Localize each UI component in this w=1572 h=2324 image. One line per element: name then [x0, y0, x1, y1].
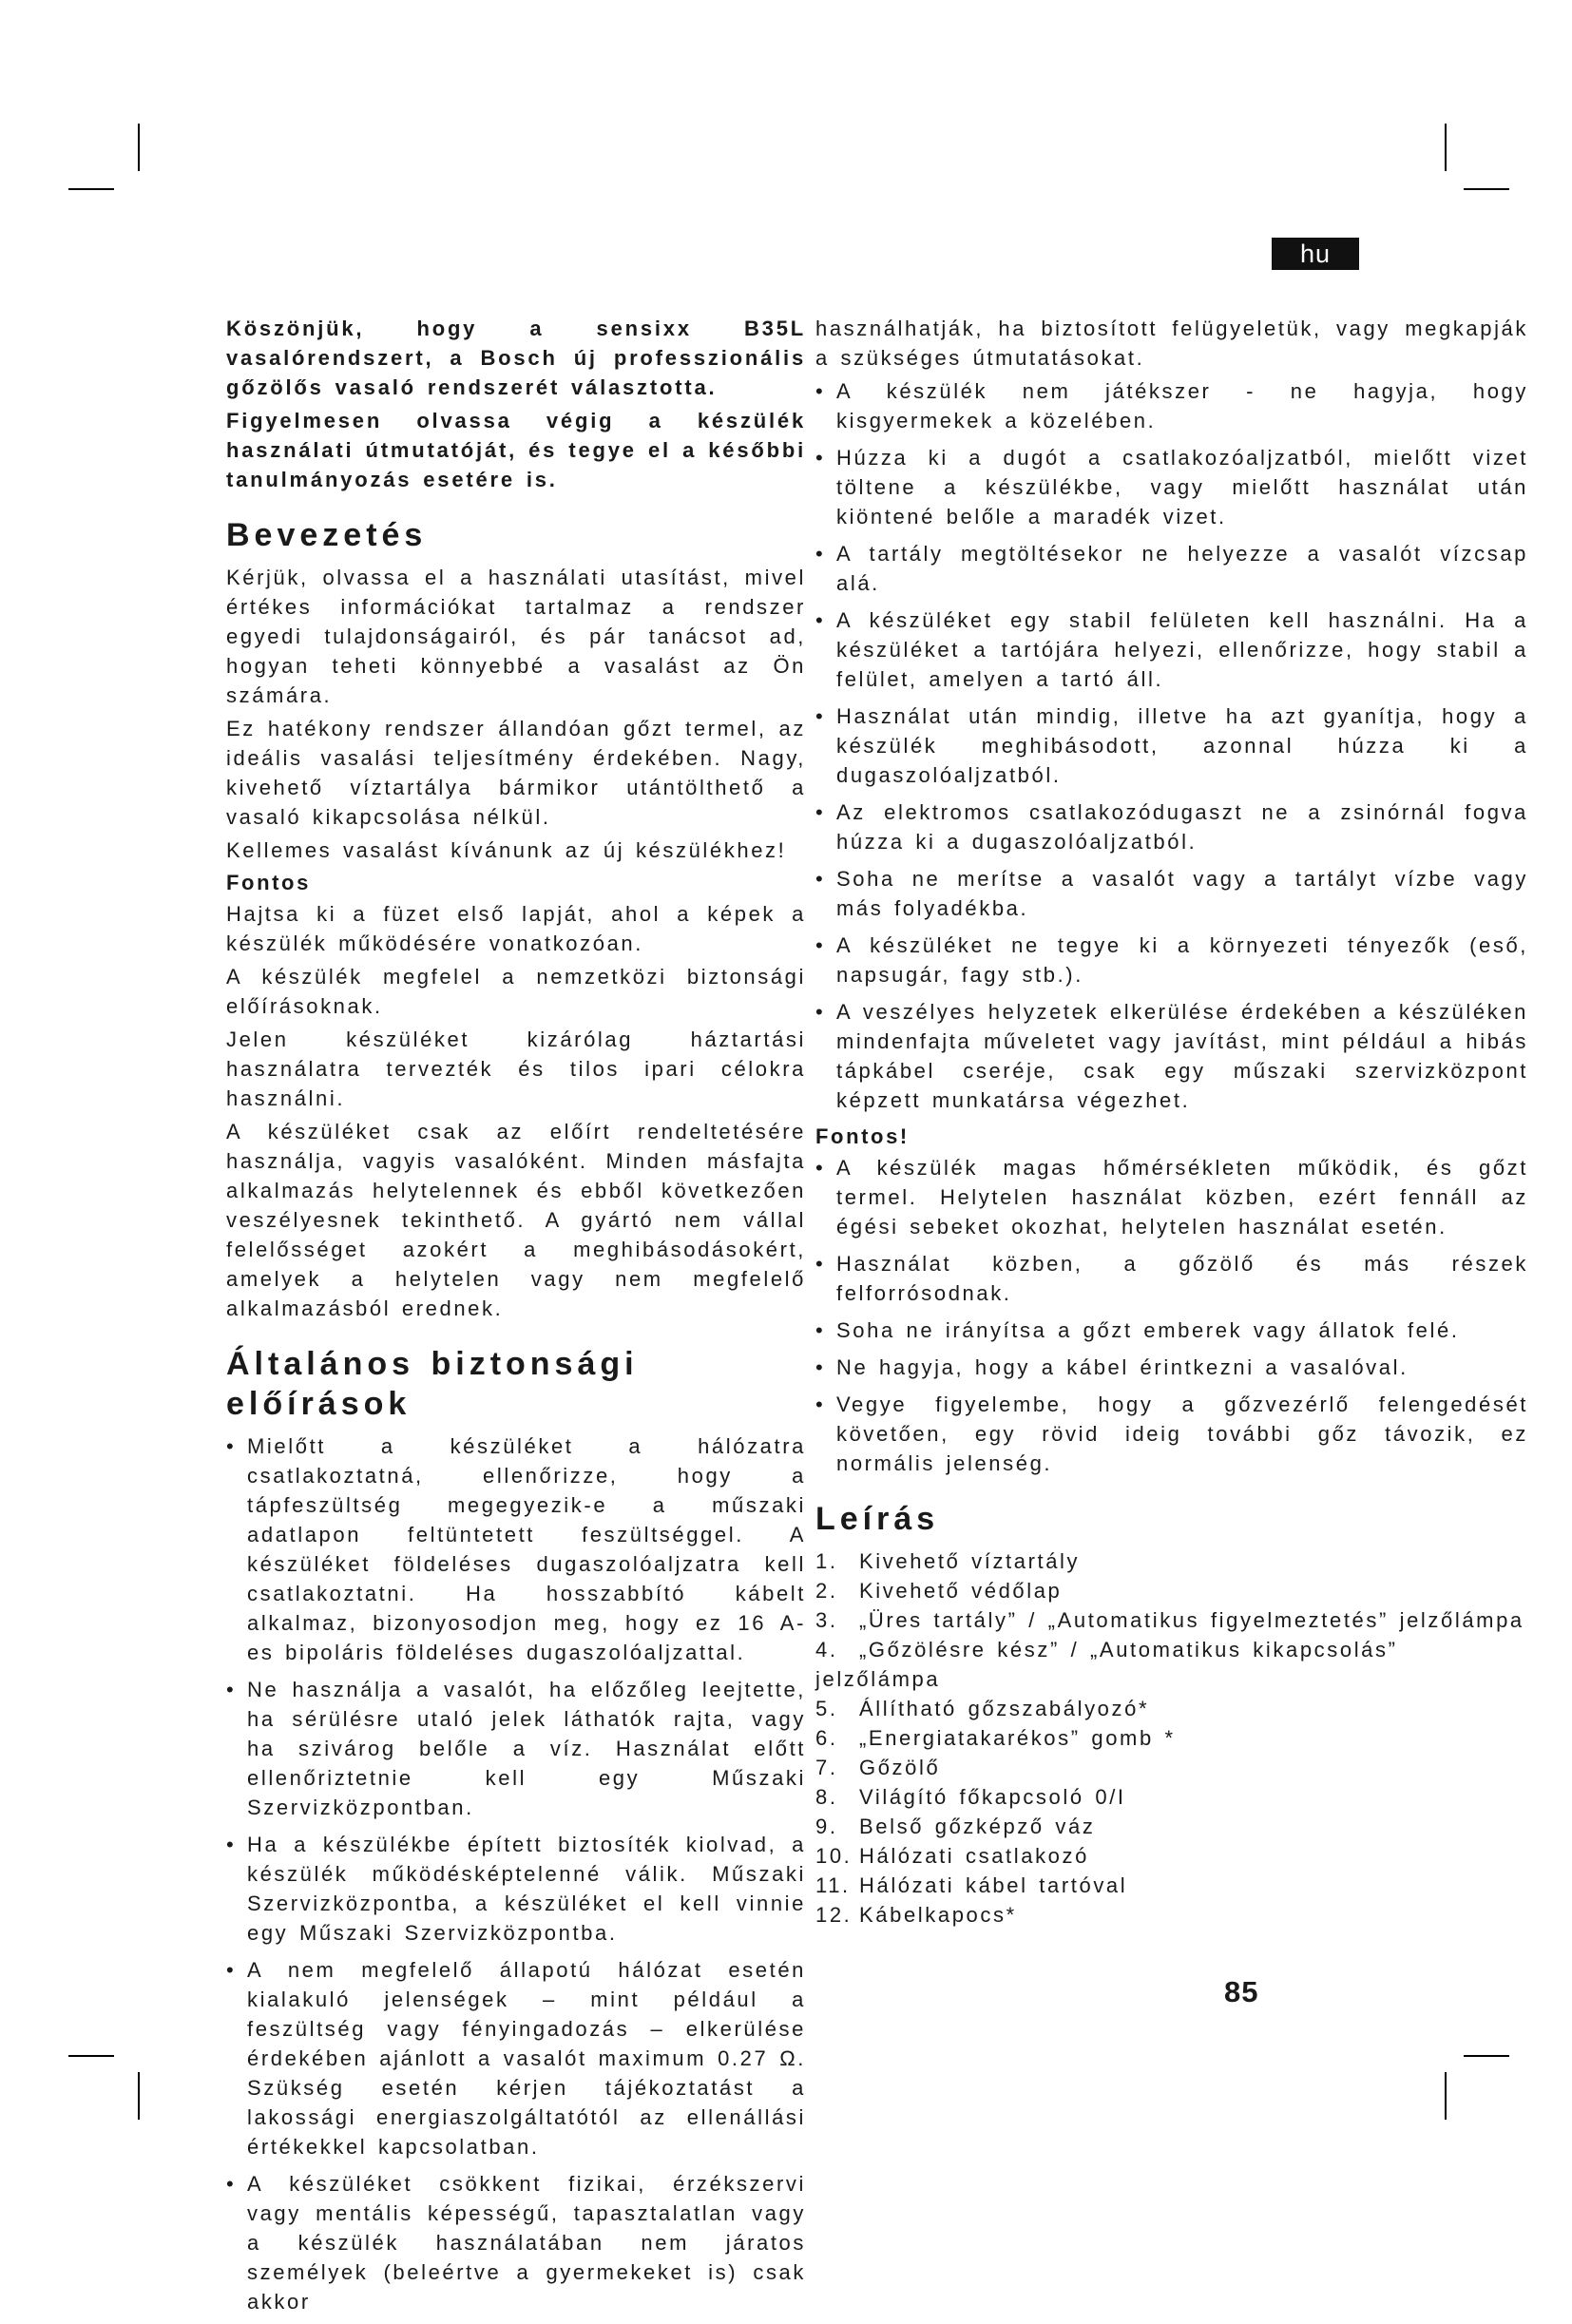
parts-item-number: 4. — [815, 1638, 838, 1661]
intro-thanks: Köszönjük, hogy a sensixx B35L vasalórendszert, a Bosch új professzionális gőzölős vasaló rendszerét választotta. — [226, 317, 806, 399]
section-title-biztonsag: Általános biztonsági előírások — [226, 1346, 639, 1422]
bullet-icon: • — [815, 542, 826, 566]
safety-item — [815, 797, 1528, 856]
warning-list — [815, 1153, 1528, 1478]
safety-item-text: Mielőtt a készüléket a hálózatra csatlakoztatná, ellenőrizze, hogy a tápfeszültség megegyezik-e a műszaki adatlapon feltüntetett feszültséggel. A készüléket földeléses dugaszolóaljzatra kell csatlakoztatni. Ha hosszabbító kábelt alkalmaz, bizonyosodjon meg, hogy ez 16 A-es bipoláris földeléses dugaszolóaljzattal. — [247, 1434, 806, 1664]
parts-item-number: 3. — [815, 1608, 838, 1632]
parts-item-text: Belső gőzképző váz — [859, 1815, 1096, 1838]
parts-item-number: 5. — [815, 1697, 838, 1720]
warning-item — [815, 1153, 1528, 1241]
bullet-icon: • — [815, 1318, 826, 1342]
fontos-paragraph: Hajtsa ki a füzet első lapját, ahol a képek a készülék működésére vonatkozóan. — [226, 902, 806, 955]
parts-item-text: Kivehető víztartály — [859, 1549, 1081, 1573]
language-badge: hu — [1272, 238, 1359, 270]
parts-list-item — [815, 1694, 1528, 1723]
parts-list-item — [815, 1871, 1528, 1900]
parts-item-text: „Energiatakarékos” gomb * — [859, 1726, 1176, 1750]
crop-mark-bottom-right-vertical — [1445, 2072, 1447, 2120]
bullet-icon: • — [815, 446, 826, 470]
section-title-bevezetes: Bevezetés — [226, 517, 428, 553]
warning-item — [815, 1390, 1528, 1478]
safety-item — [815, 701, 1528, 790]
safety-item-text: Az elektromos csatlakozódugaszt ne a zsinórnál fogva húzza ki a dugaszolóaljzatból. — [836, 800, 1528, 854]
crop-mark-bottom-right-horizontal — [1464, 2055, 1509, 2057]
bullet-icon: • — [815, 608, 826, 632]
parts-item-text: „Gőzölésre kész” / „Automatikus kikapcsolás” jelzőlámpa — [815, 1638, 1398, 1691]
parts-item-number: 6. — [815, 1726, 838, 1750]
safety-item-text: Ha a készülékbe épített biztosíték kiolvad, a készülék működésképtelenné válik. Műszaki Szervizközpontba, a készüléket el kell vinnie egy Műszaki Szervizközpontba. — [247, 1833, 806, 1945]
safety-item-text: Húzza ki a dugót a csatlakozóaljzatból, mielőtt vizet töltene a készülékbe, vagy mielőtt használat után kiöntené belőle a maradék vizet. — [836, 446, 1528, 528]
warning-item-text: Használat közben, a gőzölő és más részek felforrósodnak. — [836, 1252, 1528, 1305]
crop-mark-bottom-left-horizontal — [68, 2055, 114, 2057]
bullet-icon: • — [226, 1434, 237, 1458]
warning-item-text: Ne hagyja, hogy a kábel érintkezni a vasalóval. — [836, 1355, 1409, 1379]
bevezetes-paragraph: Ez hatékony rendszer állandóan gőzt termel, az ideális vasalási teljesítmény érdekében. Nagy, kivehető víztartálya bármikor utántölthető a vasaló kikapcsolása nélkül. — [226, 717, 806, 829]
parts-item-number: 2. — [815, 1579, 838, 1603]
bullet-icon: • — [815, 1355, 826, 1379]
bullet-icon: • — [226, 1678, 237, 1701]
parts-list-item — [815, 1576, 1528, 1605]
warning-item-text: Vegye figyelembe, hogy a gőzvezérlő felengedését követően, egy rövid ideig további gőz távozik, ez normális jelenség. — [836, 1392, 1528, 1475]
safety-item-text: A készüléket ne tegye ki a környezeti tényezők (eső, napsugár, fagy stb.). — [836, 933, 1528, 987]
safety-item-text: A nem megfelelő állapotú hálózat esetén kialakuló jelenségek – mint például a feszültség vagy fényingadozás – elkerülése érdekében ajánlott a vasalót maximum 0.27 Ω. Szükség esetén kérjen tájékoztatást a lakossági energiaszolgáltatótól az ellenállási értékekkel kapcsolatban. — [247, 1958, 806, 2159]
bullet-icon: • — [226, 2172, 237, 2196]
bullet-icon: • — [815, 933, 826, 957]
crop-mark-top-left-vertical — [138, 124, 140, 171]
warning-item-text: A készülék magas hőmérsékleten működik, és gőzt termel. Helytelen használat közben, ezért fennáll az égési sebeket okozhat, helytelen használat esetén. — [836, 1156, 1528, 1239]
parts-item-text: Állítható gőzszabályozó* — [859, 1697, 1150, 1720]
safety-item — [815, 997, 1528, 1115]
page-number: 85 — [1224, 1975, 1259, 2008]
parts-list-item — [815, 1546, 1528, 1576]
right-column — [815, 314, 1528, 1930]
safety-item — [226, 1830, 806, 1948]
bullet-icon: • — [815, 867, 826, 891]
parts-list-item — [815, 1723, 1528, 1753]
parts-item-number: 7. — [815, 1756, 838, 1779]
parts-item-text: Hálózati kábel tartóval — [859, 1873, 1128, 1897]
fontos-paragraph: Jelen készüléket kizárólag háztartási használatra tervezték és tilos ipari célokra használni. — [226, 1028, 806, 1110]
safety-item — [815, 539, 1528, 598]
safety-item — [226, 2169, 806, 2316]
bevezetes-paragraph: Kérjük, olvassa el a használati utasítást, mivel értékes információkat tartalmaz a rendszer egyedi tulajdonságairól, és pár tanácsot ad, hogyan teheti könnyebbé a vasalást az Ön számára. — [226, 566, 806, 707]
safety-item-text: Soha ne merítse a vasalót vagy a tartályt vízbe vagy más folyadékba. — [836, 867, 1528, 920]
safety-continuation: használhatják, ha biztosított felügyeletük, vagy megkapják a szükséges útmutatásokat. — [815, 317, 1528, 370]
crop-mark-bottom-left-vertical — [138, 2072, 140, 2120]
parts-item-number: 10. — [815, 1844, 853, 1868]
bullet-icon: • — [815, 379, 826, 403]
bullet-icon: • — [815, 1156, 826, 1180]
parts-item-number: 11. — [815, 1873, 851, 1897]
parts-item-text: Világító főkapcsoló 0/I — [859, 1785, 1126, 1809]
safety-item — [226, 1675, 806, 1822]
parts-item-text: Gőzölő — [859, 1756, 941, 1779]
section-title-leiras: Leírás — [815, 1501, 940, 1537]
safety-item-text: A tartály megtöltésekor ne helyezze a vasalót vízcsap alá. — [836, 542, 1528, 595]
parts-item-text: Kábelkapocs* — [859, 1903, 1017, 1927]
safety-item — [226, 1955, 806, 2161]
parts-list-item — [815, 1782, 1528, 1812]
bullet-icon: • — [815, 800, 826, 824]
parts-item-number: 8. — [815, 1785, 838, 1809]
safety-item — [815, 864, 1528, 923]
parts-item-text: Kivehető védőlap — [859, 1579, 1063, 1603]
safety-item — [815, 931, 1528, 989]
parts-list-item — [815, 1753, 1528, 1782]
crop-mark-top-left-horizontal — [68, 188, 114, 190]
bevezetes-paragraph: Kellemes vasalást kívánunk az új készülékhez! — [226, 838, 787, 862]
parts-list-item — [815, 1841, 1528, 1871]
parts-item-number: 12. — [815, 1903, 853, 1927]
fontos-paragraph: A készüléket csak az előírt rendeltetésére használja, vagyis vasalóként. Minden másfajta alkalmazás helytelennek és ebből következően veszélyesnek tekinthető. A gyártó nem vállal felelősséget azokért a meghibásodásokért, amelyek a helytelen vagy nem megfelelő alkalmazásból erednek. — [226, 1120, 806, 1320]
intro-read-carefully: Figyelmesen olvassa végig a készülék használati útmutatóját, és tegye el a későbbi tanulmányozás esetére is. — [226, 409, 806, 491]
safety-item — [226, 1431, 806, 1667]
warning-item — [815, 1249, 1528, 1308]
warning-item — [815, 1353, 1528, 1382]
crop-mark-top-right-vertical — [1445, 124, 1447, 171]
crop-mark-top-right-horizontal — [1464, 188, 1509, 190]
warning-item-text: Soha ne irányítsa a gőzt emberek vagy állatok felé. — [836, 1318, 1460, 1342]
parts-item-number: 9. — [815, 1815, 838, 1838]
safety-item-text: A készüléket egy stabil felületen kell használni. Ha a készüléket a tartójára helyezi, ellenőrizze, hogy stabil a felület, amelyen a tartó áll. — [836, 608, 1528, 691]
fontos-warning-heading: Fontos! — [815, 1124, 910, 1148]
parts-list-item — [815, 1635, 1528, 1694]
parts-list-item — [815, 1605, 1528, 1635]
bullet-icon: • — [815, 1000, 826, 1024]
parts-list-item — [815, 1900, 1528, 1930]
parts-list — [815, 1546, 1528, 1930]
fontos-paragraph: A készülék megfelel a nemzetközi biztonsági előírásoknak. — [226, 965, 806, 1018]
safety-item — [815, 376, 1528, 435]
bullet-icon: • — [226, 1958, 237, 1982]
safety-item-text: A veszélyes helyzetek elkerülése érdekében a készüléken mindenfajta műveletet vagy javítást, mint például a hibás tápkábel cseréje, csak egy műszaki szervizközpont képzett munkatársa végezhet. — [836, 1000, 1528, 1112]
safety-item — [815, 443, 1528, 531]
safety-item-text: Használat után mindig, illetve ha azt gyanítja, hogy a készülék meghibásodott, azonnal húzza ki a dugaszolóaljzatból. — [836, 704, 1528, 787]
parts-item-number: 1. — [815, 1549, 838, 1573]
bullet-icon: • — [815, 704, 826, 728]
safety-item — [815, 605, 1528, 694]
left-column — [226, 314, 806, 2324]
bullet-icon: • — [226, 1833, 237, 1856]
safety-list-continued — [815, 376, 1528, 1115]
parts-list-item — [815, 1812, 1528, 1841]
warning-item — [815, 1316, 1528, 1345]
safety-item-text: Ne használja a vasalót, ha előzőleg leejtette, ha sérülésre utaló jelek láthatók rajta, vagy ha szivárog belőle a víz. Használat előtt ellenőriztetnie kell egy Műszaki Szervizközpontban. — [247, 1678, 806, 1819]
safety-item-text: A készülék nem játékszer - ne hagyja, hogy kisgyermekek a közelében. — [836, 379, 1528, 432]
safety-list — [226, 1431, 806, 2316]
fontos-heading: Fontos — [226, 871, 311, 894]
parts-item-text: Hálózati csatlakozó — [859, 1844, 1089, 1868]
bullet-icon: • — [815, 1392, 826, 1416]
parts-item-text: „Üres tartály” / „Automatikus figyelmeztetés” jelzőlámpa — [859, 1608, 1524, 1632]
safety-item-text: A készüléket csökkent fizikai, érzékszervi vagy mentális képességű, tapasztalatlan vagy a készülék használatában nem járatos személyek (beleértve a gyermekeket is) csak akkor — [247, 2172, 806, 2314]
bullet-icon: • — [815, 1252, 826, 1276]
